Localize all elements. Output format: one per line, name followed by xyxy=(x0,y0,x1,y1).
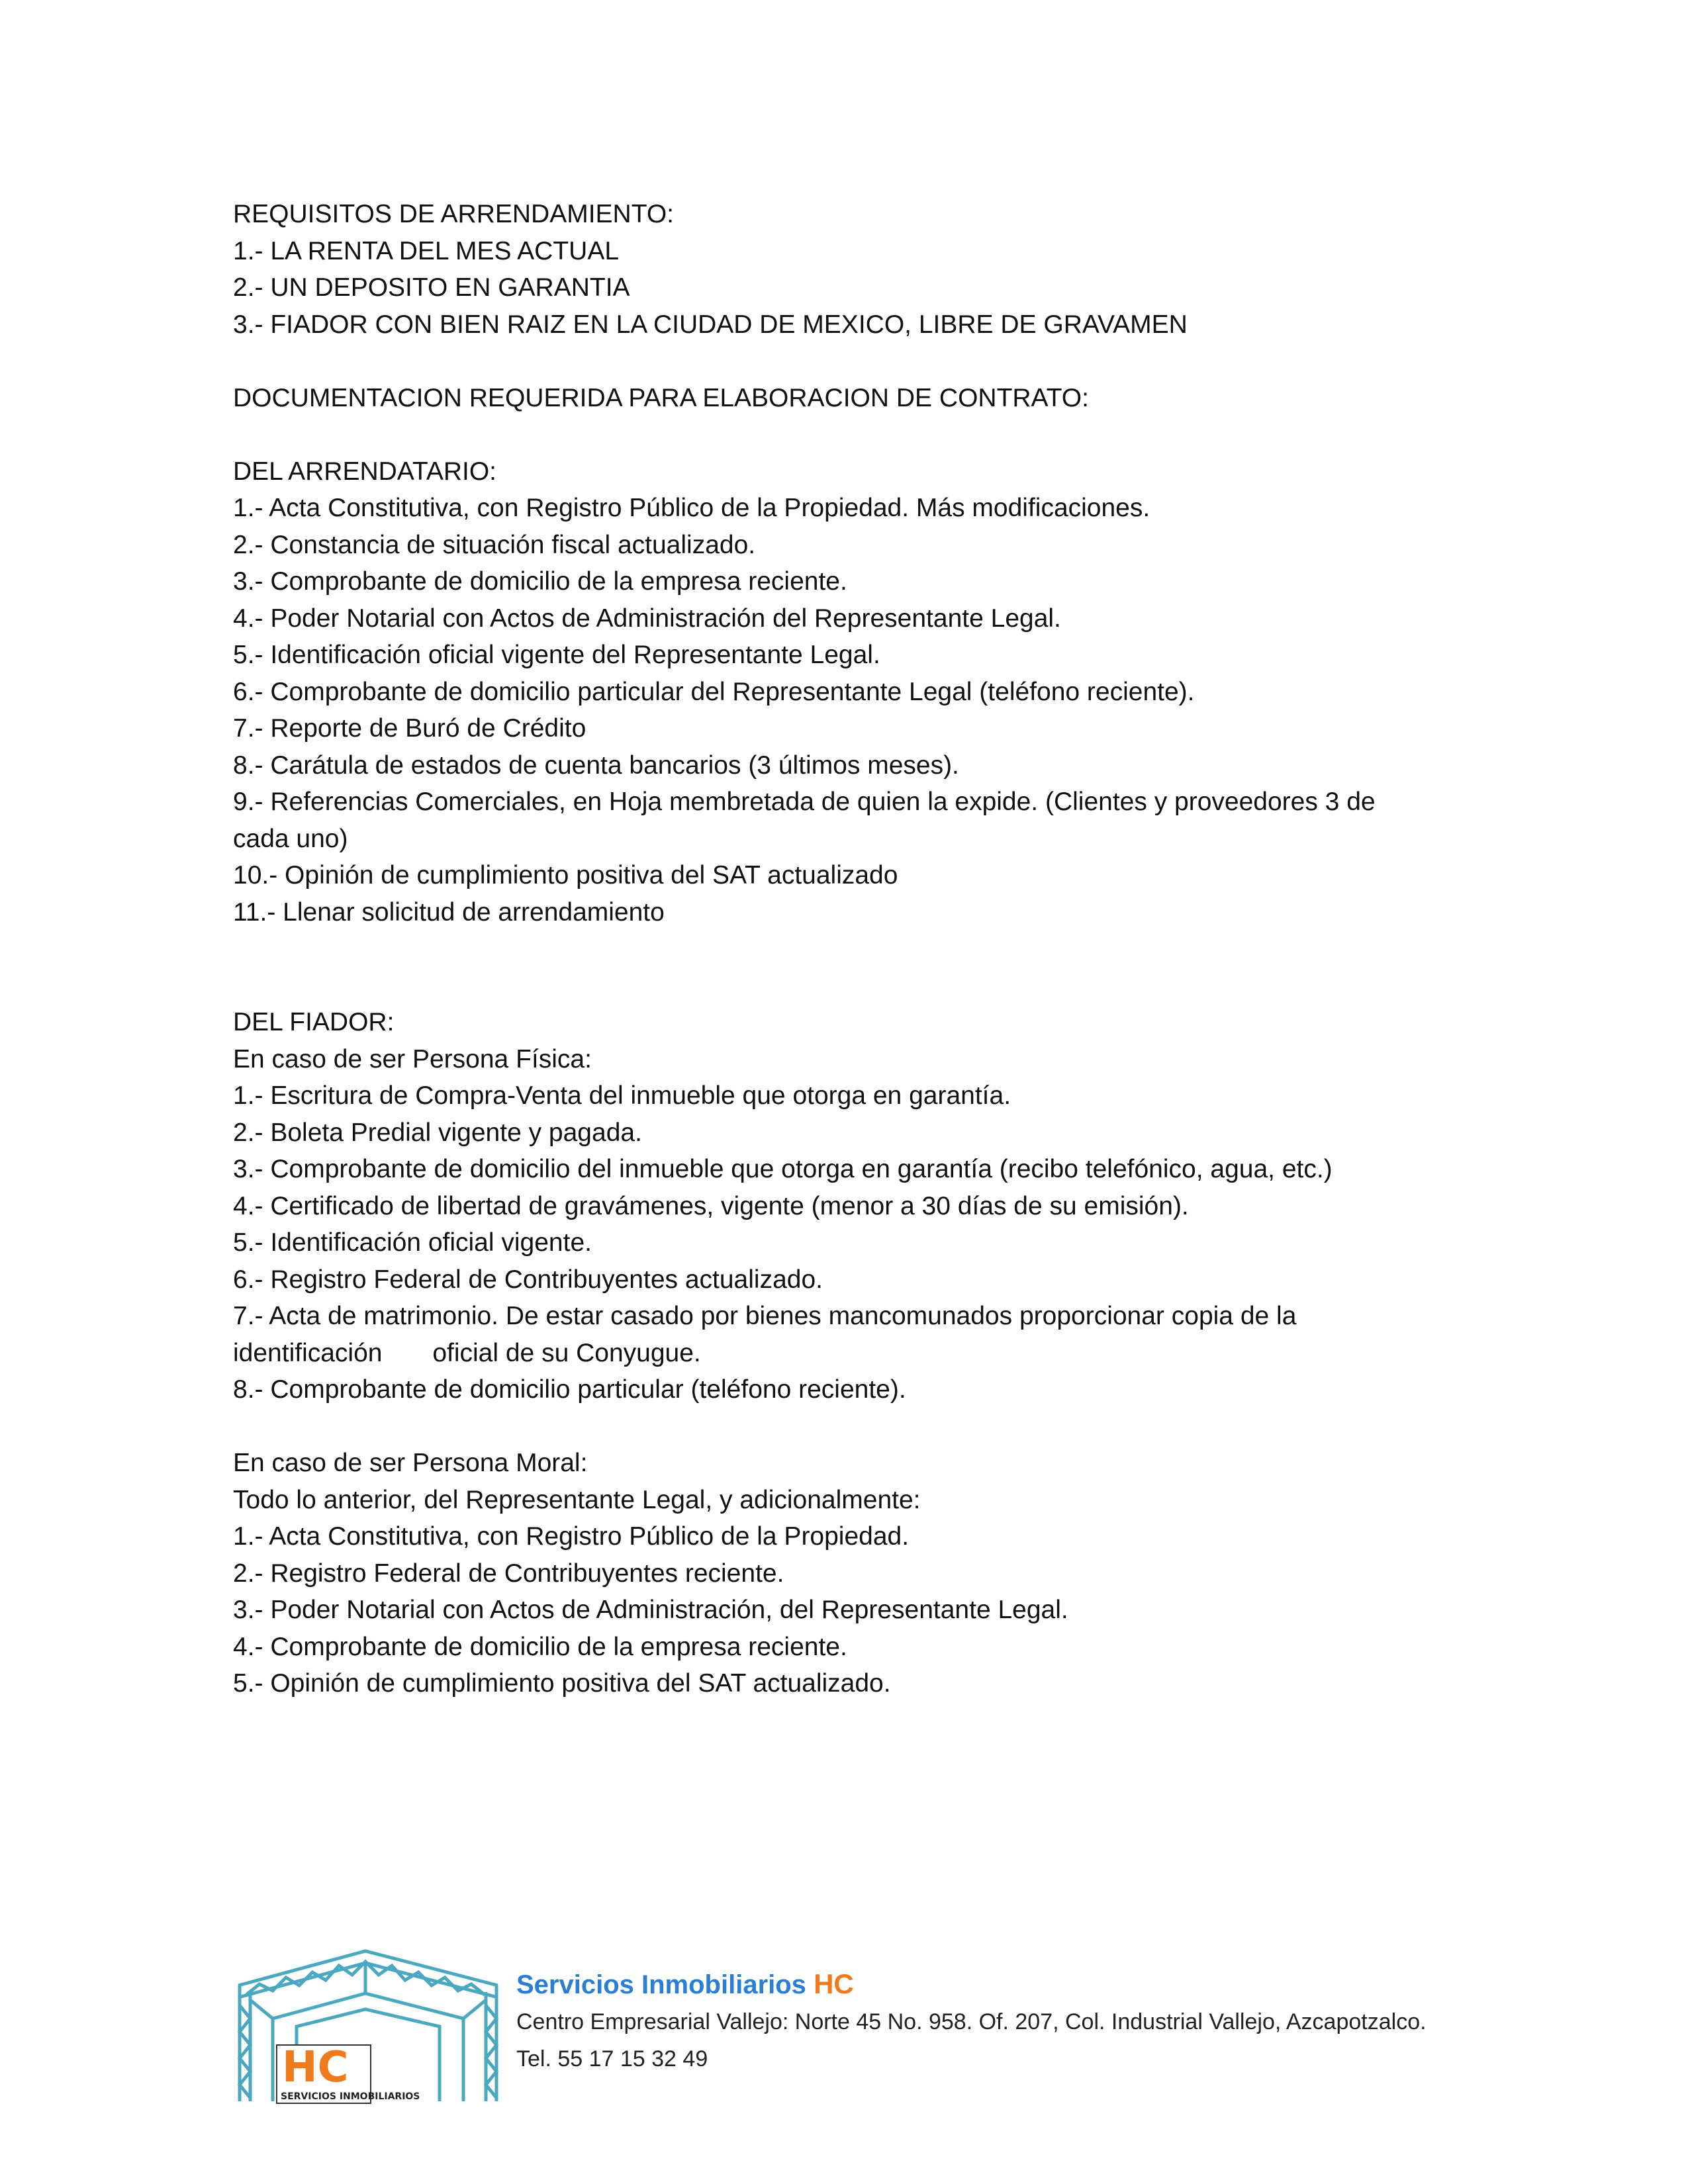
arrendatario-item: 7.- Reporte de Buró de Crédito xyxy=(233,714,586,743)
company-name-line xyxy=(516,1966,1427,2003)
requirements-heading: REQUISITOS DE ARRENDAMIENTO: xyxy=(233,200,675,228)
logo-subtitle: SERVICIOS INMOBILIARIOS xyxy=(281,2091,420,2102)
fiador-fisica-heading: En caso de ser Persona Física: xyxy=(233,1044,592,1073)
warehouse-frame-logo-icon xyxy=(233,1946,503,2105)
fiador-fisica-item: 1.- Escritura de Compra-Venta del inmueble que otorga en garantía. xyxy=(233,1081,1011,1110)
fiador-moral-intro: Todo lo anterior, del Representante Legal, y adicionalmente: xyxy=(233,1485,921,1514)
arrendatario-item: 5.- Identificación oficial vigente del Representante Legal. xyxy=(233,641,880,669)
document-body xyxy=(233,196,1491,1702)
fiador-fisica-item: 8.- Comprobante de domicilio particular (teléfono reciente). xyxy=(233,1375,906,1404)
fiador-fisica-item: identificación oficial de su Conyugue. xyxy=(233,1338,701,1367)
fiador-fisica-item: 3.- Comprobante de domicilio del inmueble que otorga en garantía (recibo telefónico, agua, etc.) xyxy=(233,1155,1333,1183)
fiador-moral-item: 2.- Registro Federal de Contribuyentes reciente. xyxy=(233,1559,784,1588)
arrendatario-item: 3.- Comprobante de domicilio de la empresa reciente. xyxy=(233,567,847,596)
fiador-heading: DEL FIADOR: xyxy=(233,1008,395,1036)
fiador-moral-item: 4.- Comprobante de domicilio de la empresa reciente. xyxy=(233,1632,847,1661)
company-phone: Tel. 55 17 15 32 49 xyxy=(516,2046,708,2071)
fiador-fisica-item: 7.- Acta de matrimonio. De estar casado por bienes mancomunados proporcionar copia de la xyxy=(233,1302,1297,1330)
arrendatario-item: 11.- Llenar solicitud de arrendamiento xyxy=(233,897,665,927)
company-address: Centro Empresarial Vallejo: Norte 45 No. 958. Of. 207, Col. Industrial Vallejo, Azcapotzalco. xyxy=(516,2009,1427,2034)
arrendatario-heading: DEL ARRENDATARIO: xyxy=(233,457,497,486)
footer-contact xyxy=(516,1966,1427,2077)
arrendatario-item: cada uno) xyxy=(233,824,348,853)
requirement-item: 1.- LA RENTA DEL MES ACTUAL xyxy=(233,236,620,265)
arrendatario-item: 10.- Opinión de cumplimiento positiva del SAT actualizado xyxy=(233,861,898,889)
arrendatario-item: 9.- Referencias Comerciales, en Hoja membretada de quien la expide. (Clientes y proveedores 3 de xyxy=(233,788,1376,816)
fiador-moral-heading: En caso de ser Persona Moral: xyxy=(233,1449,588,1477)
requirement-item: 2.- UN DEPOSITO EN GARANTIA xyxy=(233,273,630,302)
arrendatario-item: 6.- Comprobante de domicilio particular del Representante Legal (teléfono reciente). xyxy=(233,677,1195,706)
fiador-fisica-item: 5.- Identificación oficial vigente. xyxy=(233,1228,592,1257)
arrendatario-item: 4.- Poder Notarial con Actos de Administración del Representante Legal. xyxy=(233,604,1061,633)
arrendatario-item: 2.- Constancia de situación fiscal actualizado. xyxy=(233,530,756,559)
fiador-moral-item: 1.- Acta Constitutiva, con Registro Público de la Propiedad. xyxy=(233,1522,910,1551)
arrendatario-item: 1.- Acta Constitutiva, con Registro Público de la Propiedad. Más modificaciones. xyxy=(233,494,1150,522)
fiador-moral-item: 5.- Opinión de cumplimiento positiva del SAT actualizado. xyxy=(233,1669,891,1698)
requirement-item: 3.- FIADOR CON BIEN RAIZ EN LA CIUDAD DE MEXICO, LIBRE DE GRAVAMEN xyxy=(233,310,1188,339)
fiador-fisica-item: 2.- Boleta Predial vigente y pagada. xyxy=(233,1118,642,1147)
logo-letters: HC xyxy=(282,2043,349,2092)
company-name: Servicios Inmobiliarios xyxy=(516,1970,806,1999)
fiador-moral-item: 3.- Poder Notarial con Actos de Administración, del Representante Legal. xyxy=(233,1596,1068,1624)
documentation-heading: DOCUMENTACION REQUERIDA PARA ELABORACION DE CONTRATO: xyxy=(233,383,1089,412)
company-mark: HC xyxy=(814,1968,854,1999)
letterhead-footer xyxy=(233,1946,1544,2118)
arrendatario-item: 8.- Carátula de estados de cuenta bancarios (3 últimos meses). xyxy=(233,751,959,780)
fiador-fisica-item: 4.- Certificado de libertad de gravámenes, vigente (menor a 30 días de su emisión). xyxy=(233,1191,1189,1220)
fiador-fisica-item: 6.- Registro Federal de Contribuyentes actualizado. xyxy=(233,1265,823,1294)
